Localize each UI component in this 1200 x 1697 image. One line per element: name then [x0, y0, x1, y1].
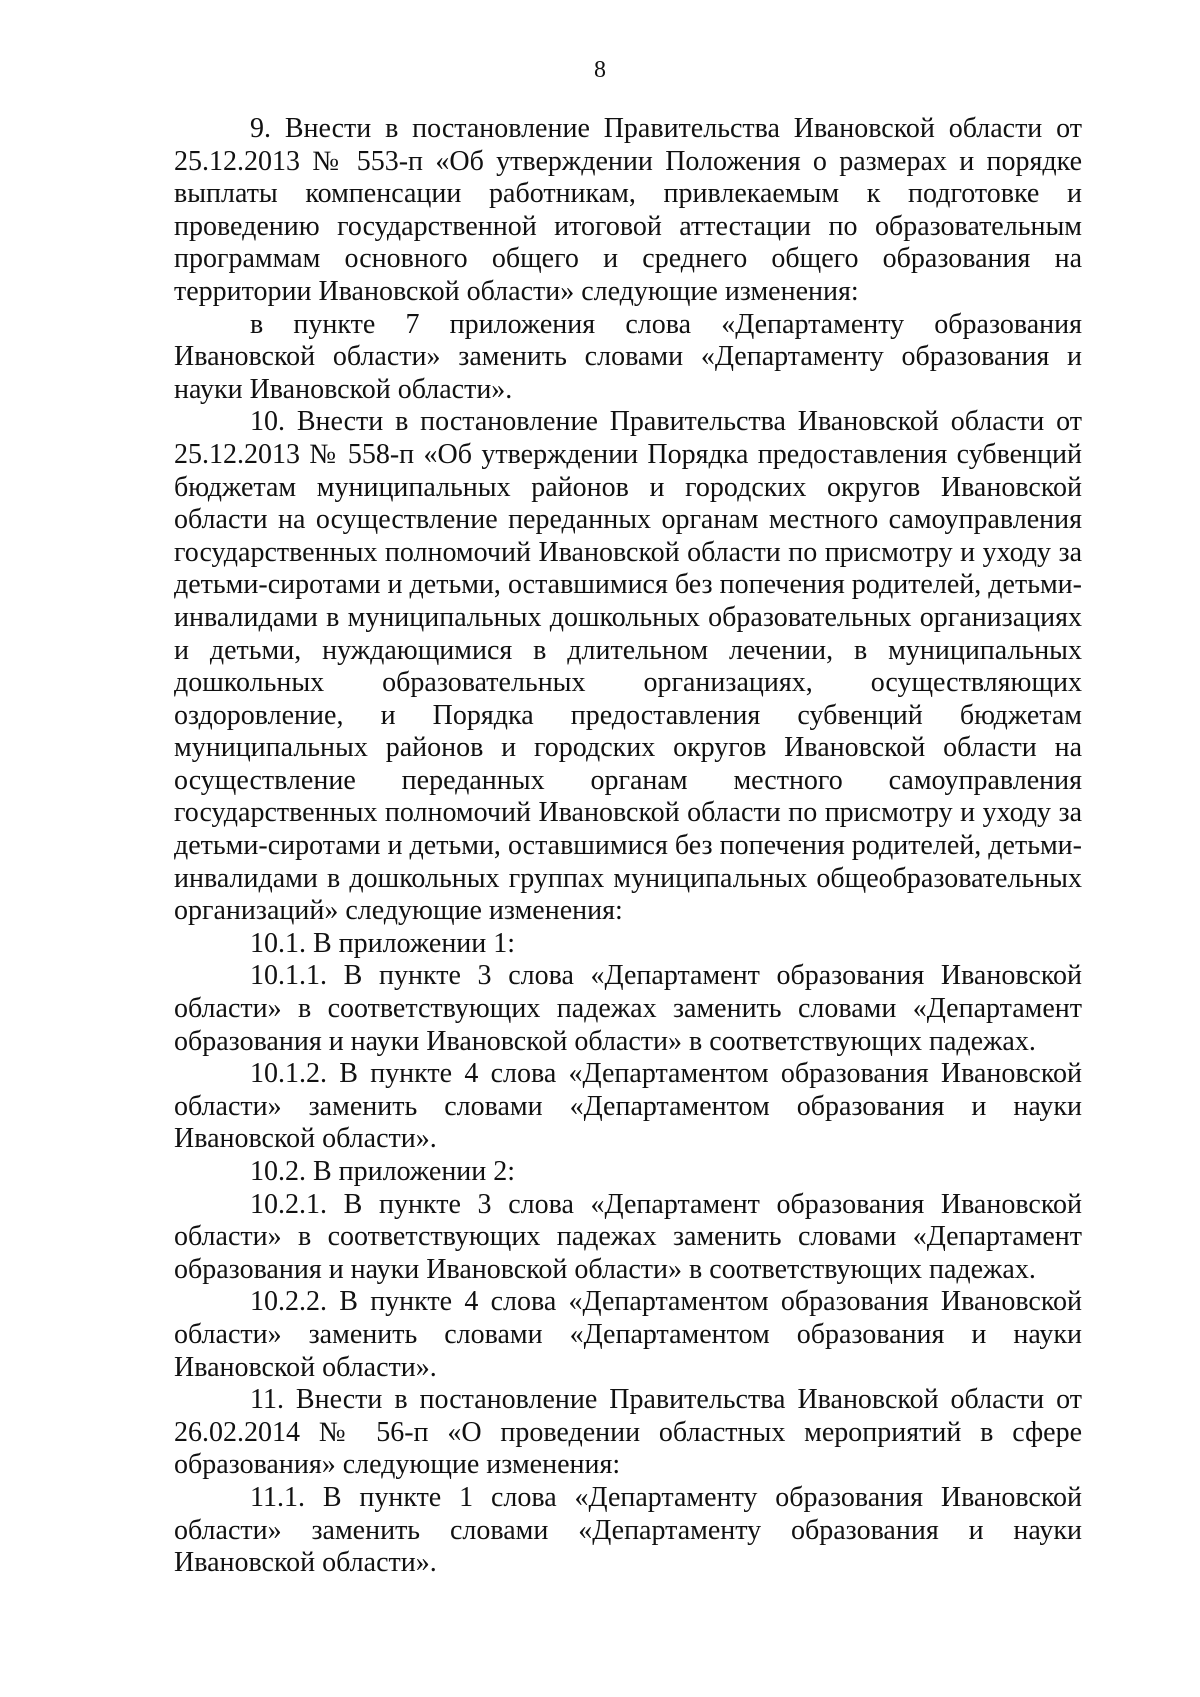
paragraph-10-1-2: 10.1.2. В пункте 4 слова «Департаментом образования Ивановской области» заменить словами «Департаментом образования и науки Ивановской области».: [174, 1058, 1082, 1155]
paragraph-10-2-2: 10.2.2. В пункте 4 слова «Департаментом образования Ивановской области» заменить словами «Департаментом образования и науки Ивановской области».: [174, 1286, 1082, 1383]
paragraph-9: 9. Внести в постановление Правительства Ивановской области от 25.12.2013 № 553-п «Об утверждении Положения о размерах и порядке выплаты компенсации работникам, привлекаемым к подготовке и проведению государственной итоговой аттестации по образовательным программам основного общего и среднего общего образования на территории Ивановской области» следующие изменения:: [174, 113, 1082, 307]
document-body: [174, 113, 1082, 1580]
paragraph-9-item: в пункте 7 приложения слова «Департаменту образования Ивановской области» заменить словами «Департаменту образования и науки Ивановской области».: [174, 308, 1082, 405]
paragraph-10-1-1: 10.1.1. В пункте 3 слова «Департамент образования Ивановской области» в соответствующих падежах заменить словами «Департамент образования и науки Ивановской области» в соответствующих падежах.: [174, 960, 1082, 1057]
paragraph-10-2-1: 10.2.1. В пункте 3 слова «Департамент образования Ивановской области» в соответствующих падежах заменить словами «Департамент образования и науки Ивановской области» в соответствующих падежах.: [174, 1188, 1082, 1285]
paragraph-11: 11. Внести в постановление Правительства Ивановской области от 26.02.2014 № 56-п «О проведении областных мероприятий в сфере образования» следующие изменения:: [174, 1384, 1082, 1481]
paragraph-10-2: 10.2. В приложении 2:: [250, 1156, 516, 1187]
paragraph-11-1: 11.1. В пункте 1 слова «Департаменту образования Ивановской области» заменить словами «Департаменту образования и науки Ивановской области».: [174, 1481, 1082, 1579]
page-number: 8: [594, 57, 606, 83]
paragraph-10: 10. Внести в постановление Правительства Ивановской области от 25.12.2013 № 558-п «Об утверждении Порядка предоставления субвенций бюджетам муниципальных районов и городских округов Ивановской области на осуществление переданных органам местного самоуправления государственных полномочий Ивановской области по присмотру и уходу за детьми-сиротами и детьми, оставшимися без попечения родителей, детьми-инвалидами в муниципальных дошкольных образовательных организациях и детьми, нуждающимися в длительном лечении, в муниципальных дошкольных образовательных организациях, осуществляющих оздоровление, и Порядка предоставления субвенций бюджетам муниципальных районов и городских округов Ивановской области на осуществление переданных органам местного самоуправления государственных полномочий Ивановской области по присмотру и уходу за детьми-сиротами и детьми, оставшимися без попечения родителей, детьми-инвалидами в дошкольных группах муниципальных общеобразовательных организаций» следующие изменения:: [174, 406, 1082, 927]
paragraph-10-1: 10.1. В приложении 1:: [250, 927, 516, 959]
